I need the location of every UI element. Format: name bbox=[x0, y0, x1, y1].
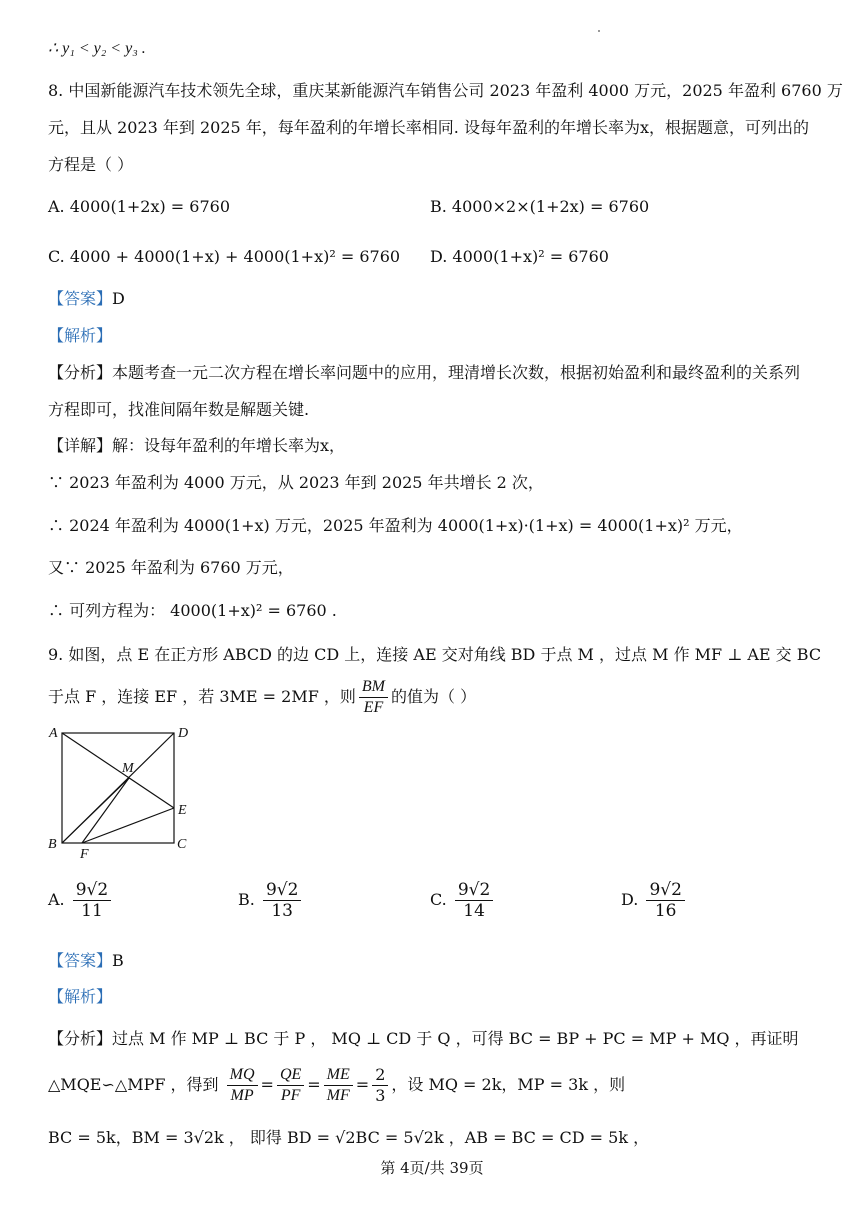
q8-analysis-line bbox=[48, 325, 112, 347]
q9-option-a-num: 9√2 bbox=[73, 880, 111, 901]
q9-ratio-numerator: BM bbox=[359, 677, 388, 698]
q9-frac-2-3 bbox=[372, 1065, 388, 1106]
q9-square-figure bbox=[40, 720, 210, 860]
q9-option-b-fraction bbox=[263, 880, 301, 921]
label-a: A bbox=[49, 726, 58, 741]
q9-frac-qe-pf bbox=[277, 1065, 304, 1106]
q9-fenxi-tag: 【分析】 bbox=[48, 1029, 113, 1048]
label-d: D bbox=[178, 726, 189, 741]
q9-fenxi-line2: △MQE∽△MPF ，得到 $\frac{MQ}{MP}$ = $\frac{QE}{PF}$ = $\frac{ME}{MF}$ = $\frac{2}{3}$ ，设 MQ = 2k，MP = 3k ，则 bbox=[48, 1065, 626, 1105]
q8-fenxi-tag: 【分析】 bbox=[48, 363, 113, 382]
q9-frac4-den: 3 bbox=[375, 1086, 386, 1105]
q8-answer: D bbox=[112, 289, 125, 308]
q9-option-c-fraction bbox=[455, 880, 493, 921]
q9-option-c-den: 14 bbox=[463, 901, 485, 921]
q8-option-d: D. 4000(1+x)² = 6760 bbox=[430, 247, 609, 266]
q9-fenxi-line1 bbox=[48, 1028, 799, 1050]
q9-frac3-den: MF bbox=[326, 1087, 350, 1104]
q8-stem-line1: 8. 中国新能源汽车技术领先全球，重庆某新能源汽车销售公司 2023 年盈利 4000 万元，2025 年盈利 6760 万 bbox=[48, 81, 843, 100]
segment-ae bbox=[62, 733, 174, 808]
q9-frac4-num: 2 bbox=[372, 1065, 388, 1086]
q9-frac1-den: MP bbox=[230, 1087, 254, 1104]
q9-option-d-letter: D. bbox=[621, 890, 639, 909]
q9-frac-mq-mp bbox=[227, 1065, 258, 1106]
label-b: B bbox=[48, 837, 57, 852]
q8-stem-line3: 方程是（ ） bbox=[48, 155, 134, 174]
q9-frac2-num: QE bbox=[277, 1065, 304, 1086]
segment-mf bbox=[82, 778, 129, 843]
q9-ratio-denominator: EF bbox=[363, 699, 384, 716]
q9-frac1-num: MQ bbox=[227, 1065, 258, 1086]
q9-analysis-line bbox=[48, 986, 112, 1008]
q8-option-a: A. 4000(1+2x) = 6760 bbox=[48, 197, 231, 216]
q8-xiangjie-tag: 【详解】 bbox=[48, 436, 113, 455]
q8-xiangjie-text1: 解：设每年盈利的年增长率为x， bbox=[112, 436, 346, 455]
page-footer: 第 4页/共 39页 bbox=[380, 1159, 484, 1177]
q9-option-d-den: 16 bbox=[654, 901, 677, 921]
q9-option-a-den: 11 bbox=[81, 901, 103, 921]
q9-frac2-den: PF bbox=[280, 1087, 301, 1104]
q9-stem-line2-post: 的值为（ ） bbox=[391, 687, 477, 706]
q9-frac-me-mf bbox=[324, 1065, 353, 1106]
q9-frac3-num: ME bbox=[324, 1065, 353, 1086]
label-e: E bbox=[178, 803, 187, 818]
segment-bm bbox=[62, 778, 129, 843]
q9-stem-line2 bbox=[48, 676, 476, 718]
q8-analysis-tag: 【解析】 bbox=[48, 326, 113, 345]
q9-answer: B bbox=[112, 951, 124, 970]
q9-option-b-num: 9√2 bbox=[263, 880, 301, 901]
label-c: C bbox=[177, 837, 187, 852]
q8-xiangjie-line4: 又∵ 2025 年盈利为 6760 万元， bbox=[48, 558, 294, 577]
q9-answer-tag: 【答案】 bbox=[48, 951, 113, 970]
q8-stem-line2: 元，且从 2023 年到 2025 年，每年盈利的年增长率相同. 设每年盈利的年增长率为x，根据题意，可列出的 bbox=[48, 118, 809, 137]
q9-answer-line bbox=[48, 950, 124, 972]
q8-fenxi-text1: 本题考查一元二次方程在增长率问题中的应用，理清增长次数，根据初始盈利和最终盈利的关系列 bbox=[112, 363, 801, 382]
q8-option-c: C. 4000 + 4000(1+x) + 4000(1+x)² = 6760 bbox=[48, 247, 401, 266]
q8-answer-line bbox=[48, 288, 125, 310]
q9-option-a-fraction bbox=[73, 880, 111, 921]
q8-xiangjie-line1 bbox=[48, 435, 345, 457]
q9-option-c-num: 9√2 bbox=[455, 880, 493, 901]
q9-stem-line1: 9. 如图，点 E 在正方形 ABCD 的边 CD 上，连接 AE 交对角线 BD 于点 M ，过点 M 作 MF ⊥ AE 交 BC bbox=[48, 645, 822, 664]
q8-answer-tag: 【答案】 bbox=[48, 289, 113, 308]
q9-ratio-fraction bbox=[359, 677, 388, 718]
q8-xiangjie-line3: ∴ 2024 年盈利为 4000(1+x) 万元，2025 年盈利为 4000(1+x)·(1+x) = 4000(1+x)² 万元， bbox=[48, 516, 743, 535]
q8-xiangjie-line2: ∵ 2023 年盈利为 4000 万元，从 2023 年到 2025 年共增长 2 次， bbox=[48, 473, 544, 492]
q9-option-b-den: 13 bbox=[271, 901, 293, 921]
q9-option-d-fraction bbox=[646, 880, 684, 921]
q8-xiangjie-line5: ∴ 可列方程为： 4000(1+x)² = 6760 . bbox=[48, 601, 337, 620]
q8-fenxi-line2: 方程即可，找准间隔年数是解题关键. bbox=[48, 400, 310, 419]
q9-option-d-num: 9√2 bbox=[646, 880, 684, 901]
previous-conclusion: ∴ y₁ < y₂ < y₃ . bbox=[48, 40, 146, 57]
label-m: M bbox=[122, 761, 134, 776]
q8-option-b: B. 4000×2×(1+2x) = 6760 bbox=[430, 197, 650, 216]
q9-option-b bbox=[238, 880, 304, 921]
q9-option-d bbox=[621, 880, 688, 921]
label-f: F bbox=[80, 847, 89, 860]
scan-speck bbox=[598, 30, 600, 32]
q9-option-a bbox=[48, 880, 114, 921]
q9-analysis-tag: 【解析】 bbox=[48, 987, 113, 1006]
q9-option-c bbox=[430, 880, 496, 921]
q8-fenxi-line1 bbox=[48, 362, 800, 384]
q9-fenxi-line2-pre: △MQE∽△MPF ，得到 bbox=[48, 1075, 219, 1094]
segment-ef bbox=[82, 808, 174, 843]
q9-option-a-letter: A. bbox=[48, 890, 65, 909]
q9-option-c-letter: C. bbox=[430, 890, 447, 909]
q9-fenxi-line2-post: ，设 MQ = 2k，MP = 3k ，则 bbox=[391, 1075, 626, 1094]
q9-option-b-letter: B. bbox=[238, 890, 255, 909]
q9-fenxi-text1: 过点 M 作 MP ⊥ BC 于 P ， MQ ⊥ CD 于 Q ，可得 BC = BP + PC = MP + MQ ，再证明 bbox=[112, 1029, 799, 1048]
q9-fenxi-line3: BC = 5k，BM = 3√2k ， 即得 BD = √2BC = 5√2k ，AB = BC = CD = 5k ， bbox=[48, 1128, 650, 1147]
q9-stem-line2-pre: 于点 F ，连接 EF ，若 3ME = 2MF ，则 bbox=[48, 687, 356, 706]
